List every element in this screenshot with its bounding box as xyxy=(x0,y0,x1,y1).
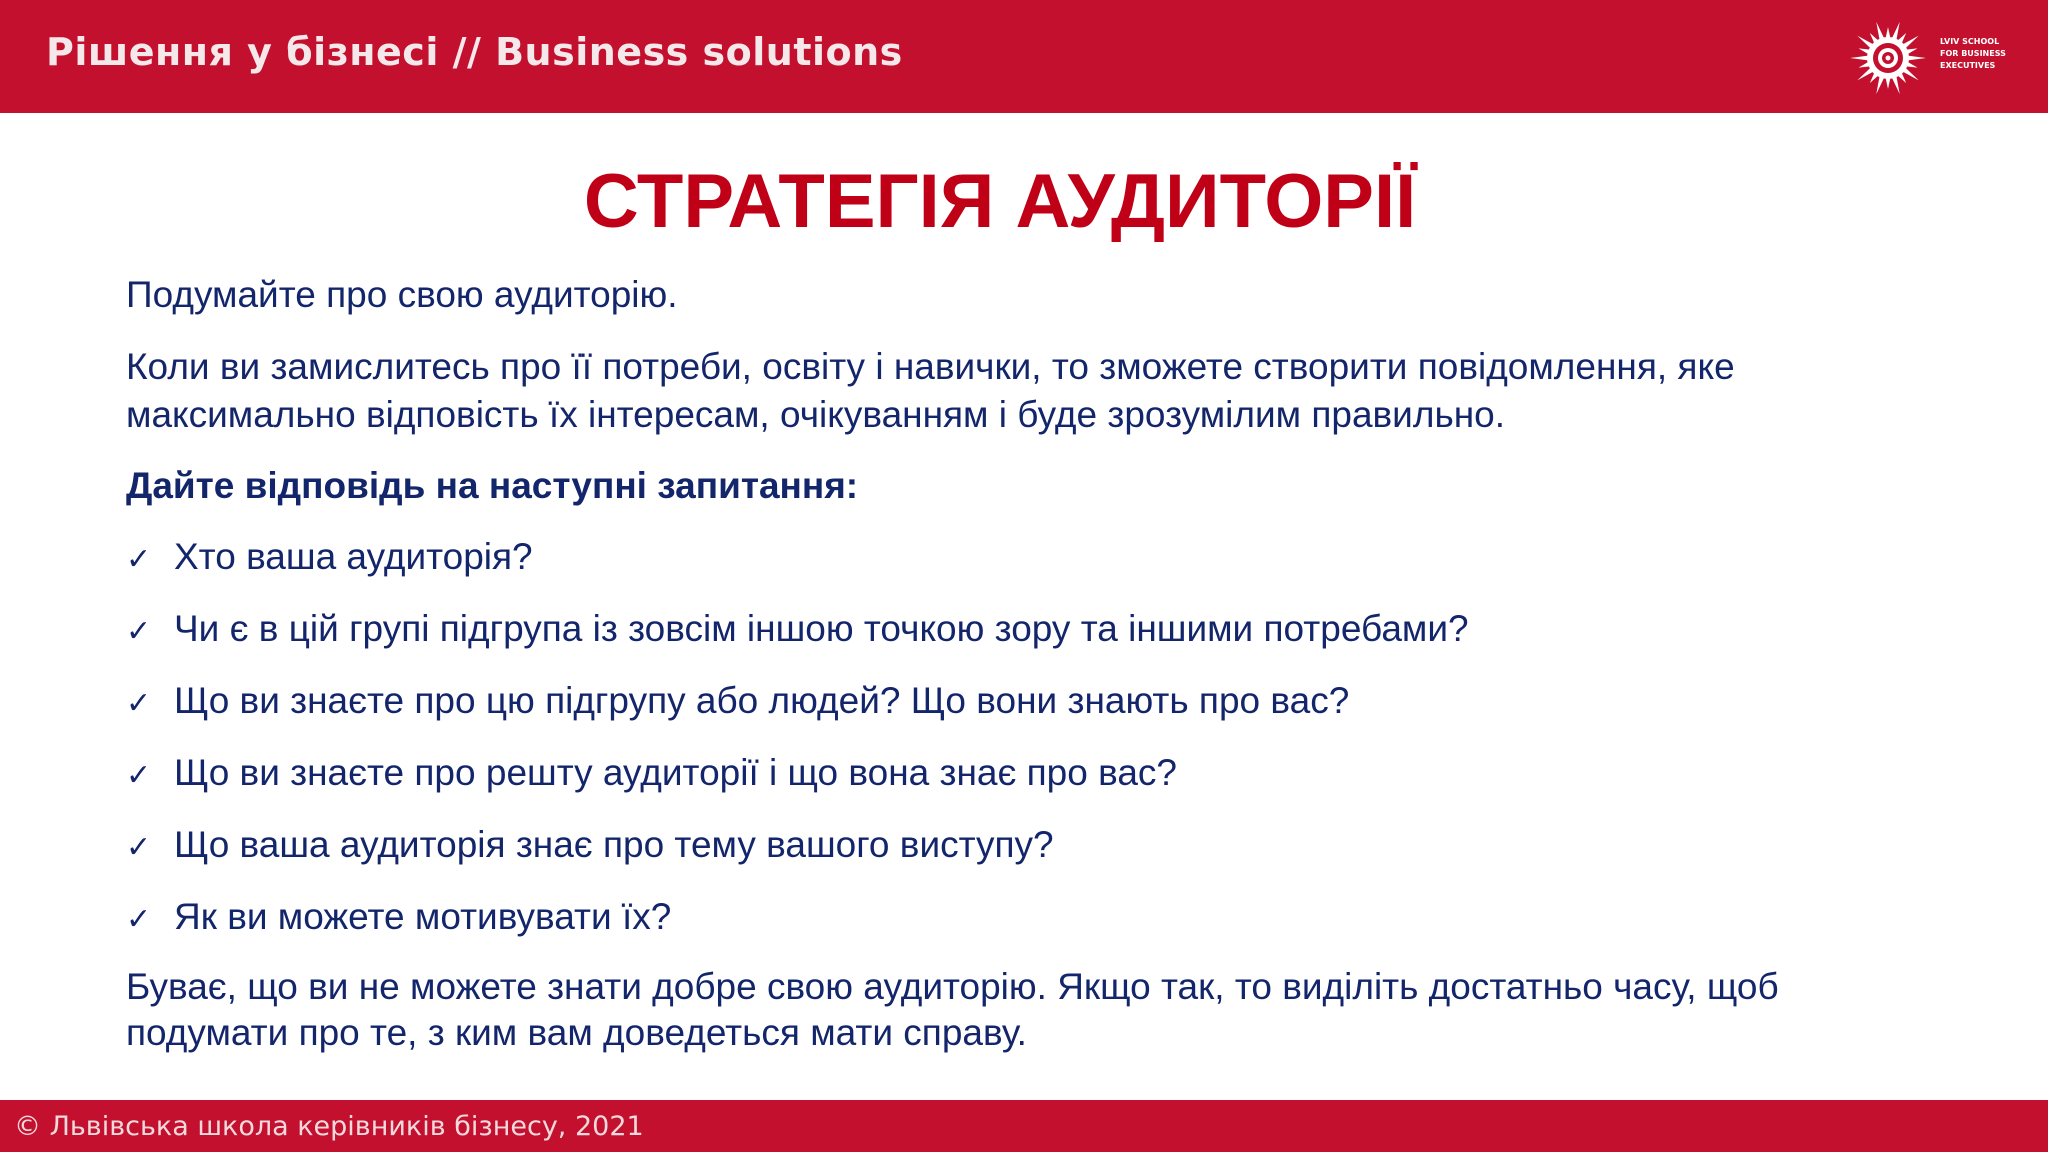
school-logo xyxy=(1848,18,2013,98)
sun-ray xyxy=(1876,76,1884,94)
sun-ray xyxy=(1908,56,1926,61)
question-text: Що ви знаєте про решту аудиторії і що вона знає про вас? xyxy=(174,752,1177,793)
question-item xyxy=(126,678,1349,727)
logo-text xyxy=(1940,36,2006,72)
sun-ray xyxy=(1892,76,1900,94)
sun-ray xyxy=(1886,78,1891,89)
header-title: Рішення у бізнесі // Business solutions xyxy=(46,30,903,74)
sun-icon xyxy=(1848,18,1928,98)
check-icon: ✓ xyxy=(126,686,152,721)
question-item xyxy=(126,822,1054,871)
header-bar xyxy=(0,0,2048,113)
question-text: Хто ваша аудиторія? xyxy=(174,536,533,577)
check-icon: ✓ xyxy=(126,758,152,793)
question-item xyxy=(126,894,671,943)
sun-ray xyxy=(1892,22,1900,40)
sun-ray xyxy=(1850,56,1868,61)
question-text: Як ви можете мотивувати їх? xyxy=(174,896,672,937)
question-item xyxy=(126,606,1469,655)
sun-ray xyxy=(1886,27,1891,38)
copyright-text: © Львівська школа керівників бізнесу, 2021 xyxy=(14,1111,644,1142)
question-text: Що ваша аудиторія знає про тему вашого виступу? xyxy=(174,824,1054,865)
sun-ray xyxy=(1876,22,1884,40)
question-text: Що ви знаєте про цю підгрупу або людей? Що вони знають про вас? xyxy=(174,680,1350,721)
questions-heading: Дайте відповідь на наступні запитання: xyxy=(126,465,859,506)
closing-line: подумати про те, з ким вам доведеться мати справу. xyxy=(126,1012,1027,1053)
check-icon: ✓ xyxy=(126,542,152,577)
paragraph-line: Коли ви замислитесь про її потреби, освіту і навички, то зможете створити повідомлення, яке xyxy=(126,346,1735,387)
slide-title: СТРАТЕГІЯ АУДИТОРІЇ xyxy=(583,159,1417,244)
check-icon: ✓ xyxy=(126,902,152,937)
question-item xyxy=(126,750,1177,799)
question-text: Чи є в цій групі підгрупа із зовсім іншою точкою зору та іншими потребами? xyxy=(174,608,1469,649)
intro-text: Подумайте про свою аудиторію. xyxy=(126,274,678,315)
logo-line: LVIV SCHOOL xyxy=(1940,37,2000,46)
check-icon: ✓ xyxy=(126,830,152,865)
closing-line: Буває, що ви не можете знати добре свою аудиторію. Якщо так, то виділіть достатньо часу, щоб xyxy=(126,966,1779,1007)
question-item xyxy=(126,534,533,583)
logo-line: EXECUTIVES xyxy=(1940,61,1996,70)
logo-line: FOR BUSINESS xyxy=(1940,49,2006,58)
footer-bar xyxy=(0,1100,2048,1152)
paragraph-line: максимально відповість їх інтересам, очікуванням і буде зрозумілим правильно. xyxy=(126,394,1506,435)
check-icon: ✓ xyxy=(126,614,152,649)
